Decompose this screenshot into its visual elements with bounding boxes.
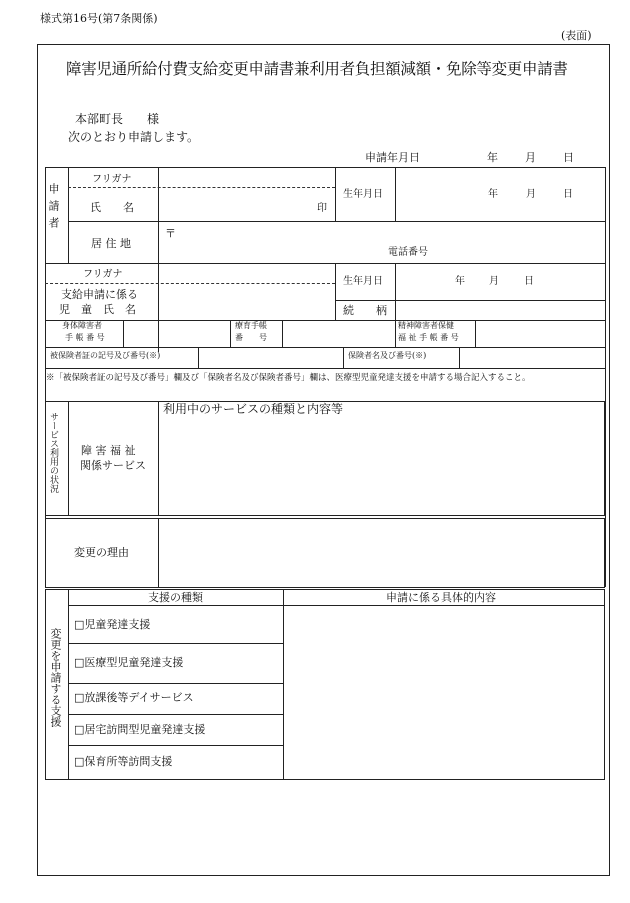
applicant-name-label: 氏 名 <box>90 201 134 214</box>
child-birth-day: 日 <box>524 276 534 287</box>
applicant-furigana-divider <box>68 187 335 188</box>
support-detail-header: 申請に係る具体的内容 <box>386 591 496 604</box>
rehab-handbook-label-2: 番 号 <box>235 333 267 342</box>
change-reason-label: 変更の理由 <box>74 546 129 559</box>
application-year: 年 <box>487 151 498 164</box>
applicant-birth-day: 日 <box>563 189 573 200</box>
service-content-field[interactable] <box>161 420 601 512</box>
table-right-line <box>605 167 606 587</box>
support-detail-field[interactable] <box>286 608 602 776</box>
applicant-furigana-field[interactable] <box>160 169 332 185</box>
application-month: 月 <box>525 151 536 164</box>
welfare-service-label-1: 障 害 福 祉 <box>81 444 136 457</box>
physical-handbook-label-1: 身体障害者 <box>62 321 102 330</box>
support-option-medical-child-development[interactable]: □医療型児童発達支援 <box>74 656 184 669</box>
applicant-section-label: 申請者 <box>47 183 60 234</box>
postal-mark: 〒 <box>165 227 176 240</box>
application-date-label: 申請年月日 <box>365 151 420 164</box>
form-title: 障害児通所給付費支給変更申請書兼利用者負担額減額・免除等変更申請書 <box>66 60 568 78</box>
service-content-label: 利用中のサービスの種類と内容等 <box>163 402 344 416</box>
child-birth-year: 年 <box>455 276 465 287</box>
form-number: 様式第16号(第7条関係) <box>40 12 158 25</box>
relation-field[interactable] <box>398 302 598 318</box>
applicant-furigana-label: フリガナ <box>92 174 132 185</box>
support-option-after-school-day-service[interactable]: □放課後等デイサービス <box>74 691 194 704</box>
child-name-label-1: 支給申請に係る <box>61 288 138 301</box>
child-birth-label: 生年月日 <box>343 276 383 287</box>
applicant-name-field[interactable] <box>160 189 310 217</box>
applicant-seal: 印 <box>317 203 327 214</box>
child-furigana-label: フリガナ <box>83 269 123 280</box>
table-top-line <box>45 167 605 168</box>
support-change-side-label: 変更を申請する支援 <box>49 628 62 727</box>
side-label: (表面) <box>561 29 592 42</box>
relation-label: 続 柄 <box>343 304 387 317</box>
support-option-child-development[interactable]: □児童発達支援 <box>74 618 151 631</box>
support-option-home-visit-child-development[interactable]: □居宅訪問型児童発達支援 <box>74 723 206 736</box>
support-option-nursery-visit-support[interactable]: □保育所等訪問支援 <box>74 755 173 768</box>
child-name-label-2: 児 童 氏 名 <box>59 303 136 316</box>
applicant-birth-label: 生年月日 <box>343 189 383 200</box>
physical-handbook-label-2: 手 帳 番 号 <box>65 333 105 342</box>
applicant-address-label: 居 住 地 <box>91 237 131 250</box>
service-status-side-label: サービス利用の状況 <box>48 412 58 493</box>
welfare-service-label-2: 関係サービス <box>80 459 146 472</box>
phone-label: 電話番号 <box>388 247 428 258</box>
addressee: 本部町長 様 <box>75 112 160 126</box>
insurer-label: 保険者名及び番号(※) <box>348 351 427 360</box>
application-day: 日 <box>563 151 574 164</box>
applicant-birth-year: 年 <box>488 189 498 200</box>
insurance-card-label: 被保険者証の記号及び番号(※) <box>50 351 161 360</box>
mental-handbook-label-1: 精神障害者保健 <box>398 321 454 330</box>
child-birth-month: 月 <box>489 276 499 287</box>
child-name-field[interactable] <box>160 286 332 316</box>
rehab-handbook-label-1: 療育手帳 <box>235 321 267 330</box>
support-type-header: 支援の種類 <box>148 591 203 604</box>
change-reason-field[interactable] <box>161 521 601 585</box>
note-text: ※「被保険者証の記号及び番号」欄及び「保険者名及び保険者番号」欄は、医療型児童発達支援を申請する場合記入すること。 <box>46 373 531 383</box>
request-text: 次のとおり申請します。 <box>68 130 200 144</box>
address-field[interactable] <box>178 224 598 242</box>
mental-handbook-label-2: 福 祉 手 帳 番 号 <box>398 333 459 342</box>
applicant-birth-month: 月 <box>526 189 536 200</box>
